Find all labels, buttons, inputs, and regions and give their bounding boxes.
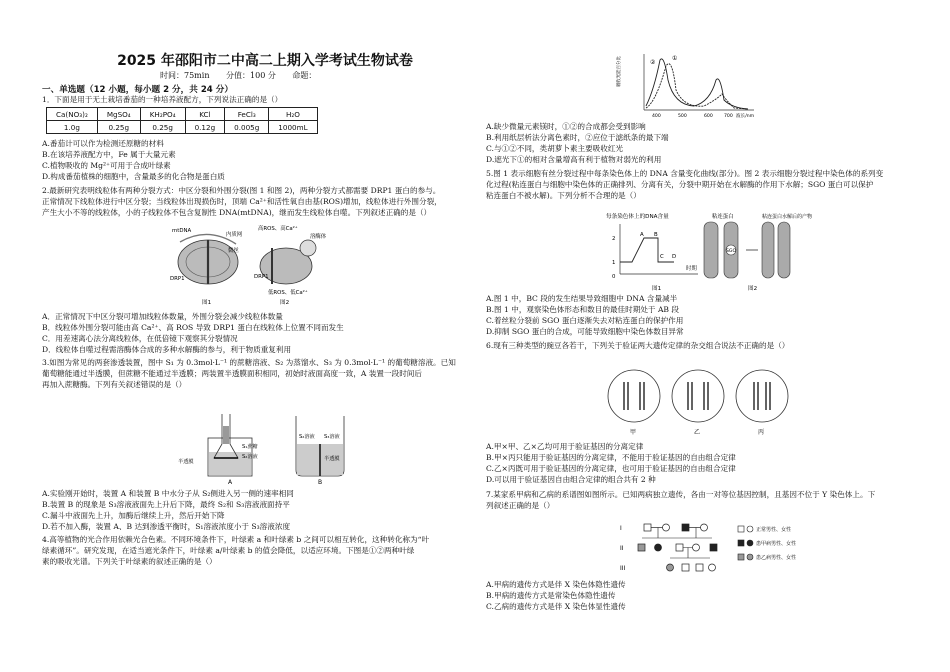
q3-option-b: B.装置 B 的现象是 S₃溶液液面先上升后下降，最终 S₂和 S₃溶液液面持平 [42, 500, 290, 509]
table-row [47, 121, 318, 134]
pea-cells-figure [598, 362, 798, 438]
q6-option-d: D.可以用于验证基因自由组合定律的组合共有 2 种 [486, 475, 656, 484]
q3-stem-line: 再加入蔗糖酶。下列有关叙述错误的是（） [42, 380, 187, 389]
cell-division-figure [602, 208, 832, 294]
label-s3: S₃溶液 [324, 434, 340, 440]
q2-stem-line: 正常情况下线粒体进行中区分裂；当线粒体出现损伤时，顶端 Ca²⁺和活性氧自由基(ROS)增加，线粒体进行外围分裂， [42, 197, 442, 206]
q7-stem-line: 列叙述正确的是（） [486, 501, 555, 510]
mitochondria-figure [168, 222, 338, 308]
q3-option-c: C.漏斗中液面先上升，加酶后继续上升，然后开始下降 [42, 511, 225, 520]
cell-label: 乙 [694, 429, 701, 436]
tick-label: 600 [704, 114, 713, 119]
q3-option-d: D.若不加入酶，装置 A、B 达到渗透平衡时，S₁溶液浓度小于 S₃溶液浓度 [42, 522, 291, 531]
spectrum-ylabel: 吸收光能百分比 [617, 56, 622, 87]
q2-option-d: D．线粒体自噬过程需溶酶体合成的多种水解酶的参与，利于物质重复利用 [42, 345, 292, 354]
q2-stem-line: 2.最新研究表明线粒体有两种分裂方式：中区分裂和外围分裂(图 1 和图 2)，两种分裂方式都需要 DRP1 蛋白的参与。 [42, 186, 441, 195]
point-label: B [654, 232, 658, 238]
exam-title: 2025 年邵阳市二中高二上期入学考试生物试卷 [117, 53, 413, 69]
q7-option-a: A.甲病的遗传方式是伴 X 染色体隐性遗传 [486, 580, 626, 589]
q7-option-b: B.甲病的遗传方式是常染色体隐性遗传 [486, 591, 616, 600]
nutrient-table [46, 107, 318, 134]
q4-option-b: B.利用纸层析法分离色素时，②应位于滤纸条的最下端 [486, 133, 669, 142]
label-s1: S₁蔗糖 [242, 444, 258, 450]
q5-stem-line: 粘连蛋白不被水解)。下列分析不合理的是（） [486, 191, 641, 200]
y-tick: 0 [612, 274, 616, 280]
q4-stem-line: 4.高等植物的光合作用依赖光合色素。不同环境条件下，叶绿素 a 和叶绿素 b 之间可以相互转化，这种转化称为“叶 [42, 535, 430, 544]
table-cell: 1.0g [47, 121, 98, 134]
osmosis-figure [168, 408, 368, 486]
cell-label: 丙 [758, 429, 765, 436]
table-header: KH₂PO₄ [140, 108, 185, 121]
q6-option-c: C.乙×丙既可用于验证基因的分离定律，也可用于验证基因的自由组合定律 [486, 464, 736, 473]
exam-time: 时间：75min [160, 71, 210, 80]
q1-option-b: B.在该培养液配方中，Fe 属于大量元素 [42, 150, 176, 159]
label-device-a: A [228, 479, 233, 486]
table-header: FeCl₃ [225, 108, 269, 121]
q7-stem-line: 7.某家系甲病和乙病的系谱图如图所示。已知两病独立遗传，各由一对等位基因控制，且基因不位于 Y 染色体上。下 [486, 490, 876, 499]
legend-entry: 正常男性、女性 [756, 527, 792, 533]
q5-stem-line: 5.图 1 表示细胞有丝分裂过程中每条染色体上的 DNA 含量变化曲线(部分)。图 2 表示细胞分裂过程中染色体的系列变 [486, 169, 884, 178]
label-drp1: DRP1 [170, 276, 185, 282]
q6-option-b: B.甲×丙只能用于验证基因的分离定律，不能用于验证基因的自由组合定律 [486, 453, 736, 462]
q2-option-c: C．用差速离心法分离线粒体，在低倍镜下观察其分裂情况 [42, 334, 238, 343]
q5-option-b: B.图 1 中，观察染色体形态和数目的最佳时期处于 AB 段 [486, 305, 680, 314]
q4-option-d: D.遮光下①的相对含量增高有利于植物对弱光的利用 [486, 155, 662, 164]
curve-label: ① [672, 55, 678, 62]
table-row [47, 108, 318, 121]
q1-option-a: A.番茄计可以作为检测还原糖的材料 [42, 139, 164, 148]
q2-option-a: A．正常情况下中区分裂可增加线粒体数量，外围分裂会减少线粒体数量 [42, 312, 283, 321]
label-cohesin: 粘连蛋白 [712, 214, 734, 220]
label-drp1: DRP1 [254, 274, 269, 280]
generation-label: III [620, 565, 626, 572]
exam-setter: 命题： [292, 71, 317, 80]
q2-option-b: B．线粒体外围分裂可能由高 Ca²⁺、高 ROS 导致 DRP1 蛋白在线粒体上位置不同而发生 [42, 323, 344, 332]
point-label: D [672, 254, 677, 260]
table-header: H₂O [269, 108, 317, 121]
q1-option-d: D.构成番茄植株的细胞中，含量最多的化合物是蛋白质 [42, 172, 225, 181]
label-device-b: B [318, 479, 323, 486]
label-s2: S₂溶液 [242, 454, 258, 460]
q2-stem-line: 产生大小不等的线粒体，小的子线粒体不包含复制性 DNA(mtDNA)，继而发生线粒体自噬。下列叙述正确的是（） [42, 208, 432, 217]
q3-stem-line: 葡萄糖能通过半透膜，但蔗糖不能通过半透膜；两装置半透膜面积相同，初始时液面高度一致，A 装置一段时间后 [42, 369, 422, 378]
table-cell: 1000mL [269, 121, 317, 134]
label-membrane: 半透膜 [324, 456, 340, 462]
curve-label: ② [650, 59, 656, 66]
table-cell: 0.25g [97, 121, 140, 134]
q3-stem-line: 3.如图为常见的两套渗透装置，图中 S₁ 为 0.3mol·L⁻¹ 的蔗糖溶液、S₂ 为蒸馏水、S₃ 为 0.3mol·L⁻¹ 的葡萄糖溶液。已知 [42, 358, 456, 367]
table-cell: 0.12g [185, 121, 225, 134]
q4-option-c: C.与①②不同，类胡萝卜素主要吸收红光 [486, 144, 624, 153]
q6-option-a: A.甲×甲、乙×乙均可用于验证基因的分离定律 [486, 442, 644, 451]
pedigree-figure [620, 520, 820, 578]
figure-caption: 图2 [748, 286, 758, 292]
x-axis-label: 时期 [686, 266, 697, 272]
graph-title: 每条染色体上的DNA含量 [606, 214, 669, 220]
point-label: C [660, 254, 664, 260]
table-cell: 0.25g [140, 121, 185, 134]
absorption-spectrum [617, 50, 764, 122]
legend-entry: 患乙病男性、女性 [756, 555, 797, 561]
q4-stem-line: 绿素循环”。研究发现，在适当遮光条件下，叶绿素 a/叶绿素 b 的值会降低，以适应环境。下图是①②两种叶绿 [42, 546, 415, 555]
generation-label: I [620, 525, 622, 532]
y-tick: 1 [612, 260, 616, 266]
tick-label: 500 [678, 114, 687, 119]
q5-option-c: C.着丝粒分裂前 SGO 蛋白逐渐失去对粘连蛋白的保护作用 [486, 316, 684, 325]
label-filament: 微丝 [228, 248, 239, 254]
exam-score: 分值：100 分 [226, 71, 276, 80]
q4-option-a: A.缺少微量元素镁时，①②的合成都会受到影响 [486, 122, 646, 131]
q5-stem-line: 化过程(粘连蛋白与细胞中染色体的正确排列、分离有关，分裂中期开始在水解酶的作用下水解；SGO 蛋白可以保护 [486, 180, 874, 189]
legend-entry: 患甲病男性、女性 [756, 541, 797, 547]
label-hydrolysis: 粘连蛋白水解后的产物 [762, 214, 813, 220]
label-mtdna: mtDNA [172, 228, 192, 234]
table-header: KCl [185, 108, 225, 121]
point-label: A [640, 232, 644, 238]
label-lysosome: 溶酶体 [310, 234, 327, 240]
q6-stem: 6.现有三种类型的豌豆各若干，下列关于验证两大遗传定律的杂交组合说法不正确的是（） [486, 341, 790, 350]
y-tick: 2 [612, 236, 616, 242]
table-header: MgSO₄ [97, 108, 140, 121]
label-sgo: SGO [726, 249, 737, 254]
table-header: Ca(NO₃)₂ [47, 108, 98, 121]
tick-label: 波长/nm [736, 114, 755, 119]
q5-option-d: D.抑制 SGO 蛋白的合成，可能导致细胞中染色体数目异常 [486, 327, 684, 336]
label-er: 内质网 [226, 232, 243, 238]
q1-stem: 1．下面是用于无土栽培番茄的一种培养液配方，下列说法正确的是（） [42, 95, 283, 104]
q5-option-a: A.图 1 中，BC 段的发生结果导致细胞中 DNA 含量减半 [486, 294, 678, 303]
label-membrane: 半透膜 [178, 459, 194, 465]
q4-stem-line: 素的吸收光谱。下列关于叶绿素的叙述正确的是（） [42, 557, 217, 566]
generation-label: II [620, 545, 624, 552]
tick-label: 700 [724, 114, 733, 119]
label-ros-low: 低ROS、低Ca²⁺ [268, 290, 308, 296]
q3-option-a: A.实验刚开始时，装置 A 和装置 B 中水分子从 S₂侧进入另一侧的速率相同 [42, 489, 294, 498]
figure-caption: 图1 [202, 300, 212, 306]
label-ros-high: 高ROS、高Ca²⁺ [258, 226, 298, 232]
label-s2: S₂溶液 [299, 434, 315, 440]
q1-option-c: C.植物吸收的 Mg²⁺可用于合成叶绿素 [42, 161, 171, 170]
figure-caption: 图1 [652, 286, 662, 292]
q7-option-c: C.乙病的遗传方式是伴 X 染色体显性遗传 [486, 602, 626, 611]
tick-label: 400 [652, 114, 661, 119]
cell-label: 甲 [630, 429, 637, 436]
exam-meta [160, 70, 380, 81]
section-heading: 一、单选题（12 小题，每小题 2 分，共 24 分） [42, 85, 233, 95]
table-cell: 0.005g [225, 121, 269, 134]
figure-caption: 图2 [280, 300, 290, 306]
